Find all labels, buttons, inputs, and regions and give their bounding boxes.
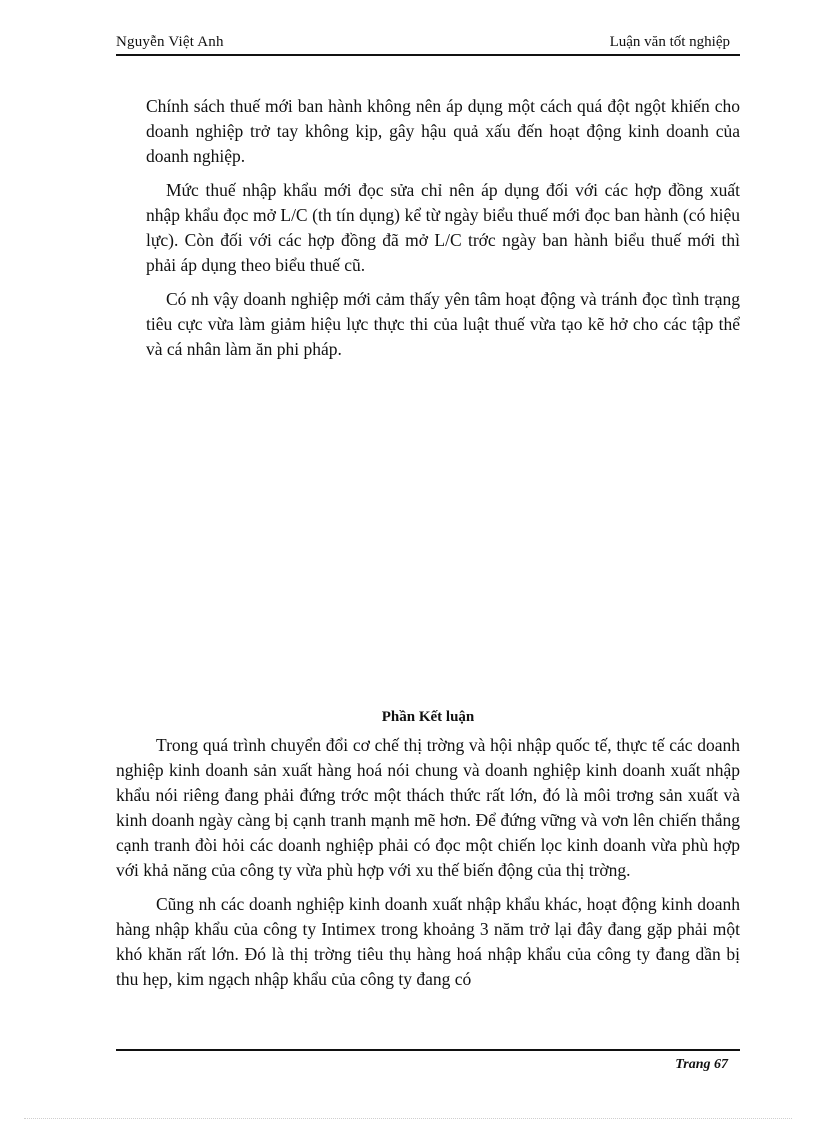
- paragraph: Trong quá trình chuyển đổi cơ chế thị trờng và hội nhập quốc tế, thực tế các doanh nghiệp kinh doanh sản xuất hàng hoá nói chung và doanh nghiệp kinh doanh xuất nhập khẩu nói riêng đang phải đứng trớc một thách thức rất lớn, đó là môi trơng sản xuất và kinh doanh ngày càng bị cạnh tranh mạnh mẽ hơn. Để đứng vững và vơn lên chiến thắng cạnh tranh đòi hỏi các doanh nghiệp phải có đọc một chiến lọc kinh doanh vừa phù hợp với khả năng của công ty vừa phù hợp với xu thế biến động của thị trờng.: [116, 735, 740, 880]
- page-edge-divider: [24, 1118, 792, 1119]
- page-header: [116, 32, 740, 56]
- paragraph: Có nh vậy doanh nghiệp mới cảm thấy yên tâm hoạt động và tránh đọc tình trạng tiêu cực vừa làm giảm hiệu lực thực thi của luật thuế vừa tạo kẽ hở cho các tập thể và cá nhân làm ăn phi pháp.: [146, 289, 740, 359]
- section-title: Phần Kết luận: [381, 709, 475, 725]
- header-doc-title: Luận văn tốt nghiệp: [609, 34, 730, 50]
- paragraph: Mức thuế nhập khẩu mới đọc sửa chỉ nên áp dụng đối với các hợp đồng xuất nhập khẩu đọc mở L/C (th tín dụng) kể từ ngày biểu thuế mới đọc ban hành (có hiệu lực). Còn đối với các hợp đồng đã mở L/C trớc ngày ban hành biểu thuế mới thì phải áp dụng theo biểu thuế cũ.: [146, 180, 740, 275]
- footer-divider: [116, 1049, 740, 1051]
- page-number: Trang 67: [675, 1057, 728, 1072]
- paragraph: Cũng nh các doanh nghiệp kinh doanh xuất nhập khẩu khác, hoạt động kinh doanh hàng nhập khẩu của công ty Intimex trong khoảng 3 năm trở lại đây đang gặp phải một khó khăn rất lớn. Đó là thị trờng tiêu thụ hàng hoá nhập khẩu của công ty đang dần bị thu hẹp, kim ngạch nhập khẩu của công ty đang có: [116, 894, 740, 989]
- conclusion-section: [116, 733, 740, 1001]
- header-author: Nguyễn Việt Anh: [116, 34, 224, 50]
- paragraph: Chính sách thuế mới ban hành không nên áp dụng một cách quá đột ngột khiến cho doanh nghiệp trở tay không kịp, gây hậu quả xấu đến hoạt động kinh doanh của doanh nghiệp.: [146, 96, 740, 166]
- policy-recommendation-section: [146, 94, 740, 371]
